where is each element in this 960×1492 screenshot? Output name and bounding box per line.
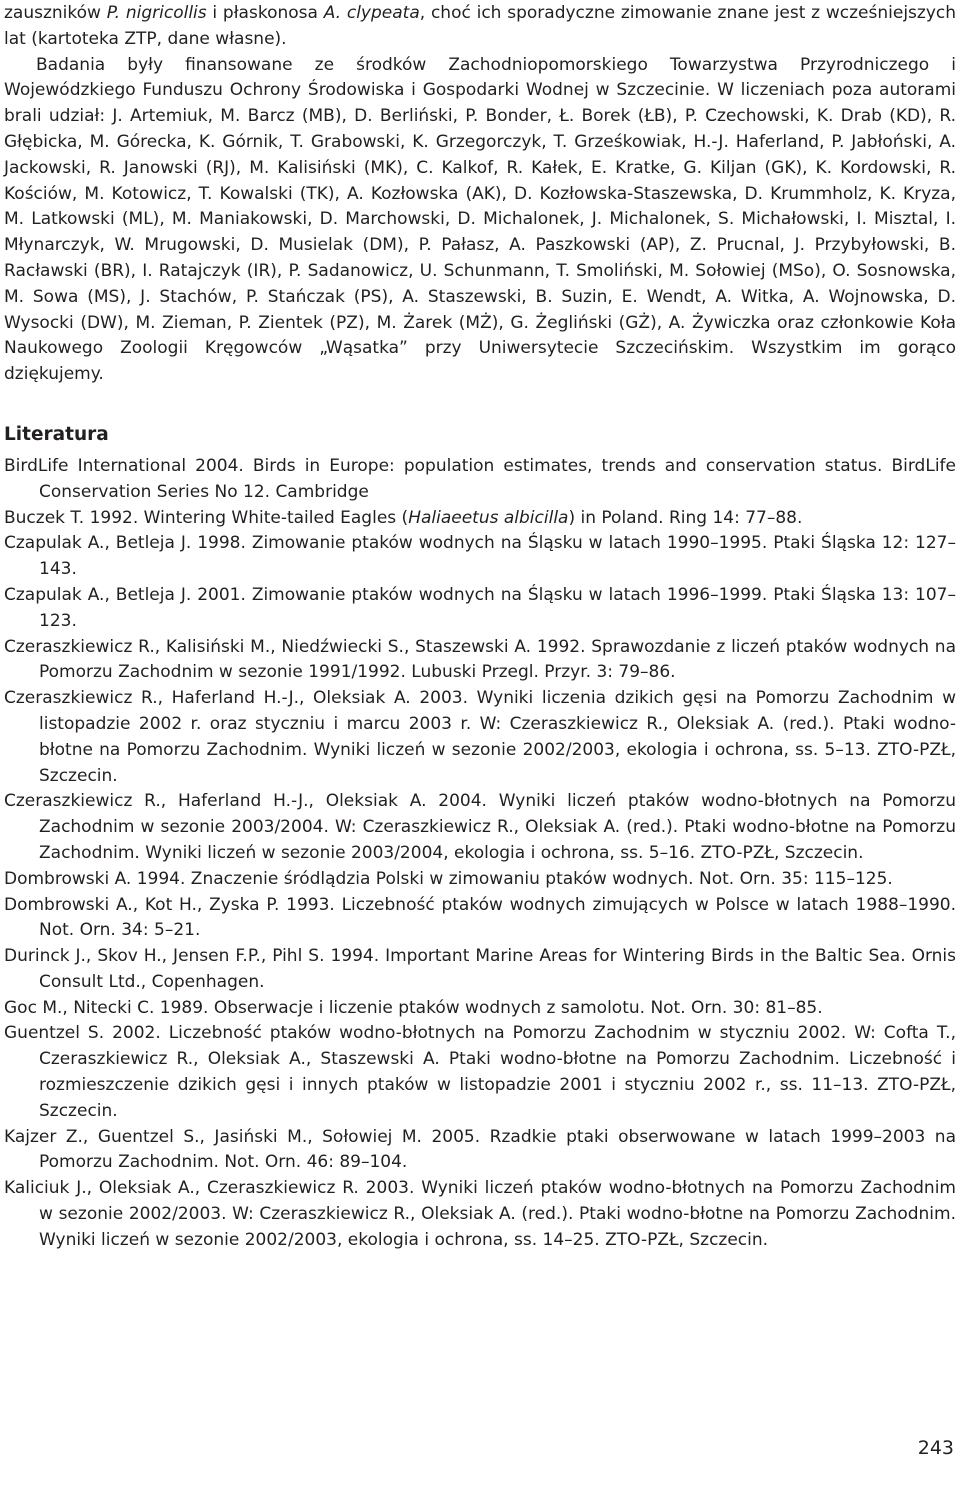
reference-item [4, 1176, 956, 1253]
reference-item [4, 506, 956, 532]
reference-text: Czeraszkiewicz R., Haferland H.-J., Oleksiak A. 2003. Wyniki liczenia dzikich gęsi na Pomorzu Zachodnim w listopadzie 2002 r. oraz styczniu i marcu 2003 r. W: Czeraszkiewicz R., Oleksiak A. (red.). Ptaki wodno-błotne na Pomorzu Zachodnim. Wyniki liczeń w sezonie 2002/2003, ekologia i ochrona, ss. 5–13. ZTO-PZŁ, Szczecin. [4, 688, 956, 786]
reference-text: Dombrowski A., Kot H., Zyska P. 1993. Liczebność ptaków wodnych zimujących w Polsce w latach 1988–1990. Not. Orn. 34: 5–21. [4, 894, 956, 941]
reference-text: Dombrowski A. 1994. Znaczenie śródlądzia Polski w zimowaniu ptaków wodnych. Not. Orn. 35: 115–125. [4, 868, 893, 889]
reference-item [4, 1125, 956, 1177]
reference-text: Czapulak A., Betleja J. 1998. Zimowanie ptaków wodnych na Śląsku w latach 1990–1995. Ptaki Śląska 12: 127–143. [4, 533, 956, 580]
species-name-1: P. nigricollis [106, 3, 207, 23]
reference-text: Kajzer Z., Guentzel S., Jasiński M., Sołowiej M. 2005. Rzadkie ptaki obserwowane w latach 1999–2003 na Pomorzu Zachodnim. Not. Orn. 46: 89–104. [4, 1126, 956, 1173]
species-name-2: A. clypeata [323, 3, 420, 23]
reference-species-italic: Haliaeetus albicilla [408, 507, 569, 528]
reference-item [4, 583, 956, 635]
reference-item [4, 996, 956, 1022]
reference-list [4, 454, 956, 1254]
reference-text: Czapulak A., Betleja J. 2001. Zimowanie ptaków wodnych na Śląsku w latach 1996–1999. Ptaki Śląska 13: 107–123. [4, 584, 956, 631]
paragraph-1-part-b: i płaskonosa [206, 3, 324, 23]
reference-text: BirdLife International 2004. Birds in Europe: population estimates, trends and conservation status. BirdLife Conservation Series No 12. Cambridge [4, 455, 956, 502]
reference-text: Buczek T. 1992. Wintering White-tailed Eagles ( [4, 507, 409, 528]
reference-text: Guentzel S. 2002. Liczebność ptaków wodno-błotnych na Pomorzu Zachodnim w styczniu 2002. W: Cofta T., Czeraszkiewicz R., Oleksiak A., Staszewski A. Ptaki wodno-błotne na Pomorzu Zachodnim. Liczebność i rozmieszczenie dzikich gęsi i innych ptaków w listopadzie 2001 i styczniu 2002 r., ss. 11–13. ZTO-PZŁ, Szczecin. [4, 1023, 956, 1121]
reference-text: Czeraszkiewicz R., Kalisiński M., Niedźwiecki S., Staszewski A. 1992. Sprawozdanie z liczeń ptaków wodnych na Pomorzu Zachodnim w sezonie 1991/1992. Lubuski Przegl. Przyr. 3: 79–86. [4, 636, 956, 683]
reference-text-tail: ) in Poland. Ring 14: 77–88. [568, 507, 803, 528]
page-number: 243 [917, 1437, 954, 1459]
page-content [4, 0, 956, 1254]
paragraph-1-part-c: , choć ich sporadyczne zimowanie znane jest z wcześniejszych lat (kartoteka ZTP, dane własne). [4, 3, 957, 49]
reference-item [4, 893, 956, 945]
body-paragraph-1 [4, 0, 956, 53]
paragraph-1-part-a: zauszników [4, 3, 107, 23]
reference-item [4, 867, 956, 893]
reference-text: Kaliciuk J., Oleksiak A., Czeraszkiewicz R. 2003. Wyniki liczeń ptaków wodno-błotnych na Pomorzu Zachodnim w sezonie 2002/2003. W: Czeraszkiewicz R., Oleksiak A. (red.). Ptaki wodno-błotne na Pomorzu Zachodnim. Wyniki liczeń w sezonie 2002/2003, ekologia i ochrona, ss. 14–25. ZTO-PZŁ, Szczecin. [4, 1178, 956, 1250]
reference-item [4, 1021, 956, 1124]
reference-item [4, 944, 956, 996]
reference-text: Goc M., Nitecki C. 1989. Obserwacje i liczenie ptaków wodnych z samolotu. Not. Orn. 30: 81–85. [4, 997, 823, 1018]
reference-item [4, 454, 956, 506]
reference-item [4, 686, 956, 789]
reference-item [4, 635, 956, 687]
reference-text: Czeraszkiewicz R., Haferland H.-J., Oleksiak A. 2004. Wyniki liczeń ptaków wodno-błotnych na Pomorzu Zachodnim w sezonie 2003/2004. W: Czeraszkiewicz R., Oleksiak A. (red.). Ptaki wodno-błotne na Pomorzu Zachodnim. Wyniki liczeń w sezonie 2003/2004, ekologia i ochrona, ss. 5–16. ZTO-PZŁ, Szczecin. [4, 791, 956, 863]
literature-heading: Literatura [4, 423, 109, 445]
reference-item [4, 789, 956, 866]
reference-item [4, 531, 956, 583]
reference-text: Durinck J., Skov H., Jensen F.P., Pihl S. 1994. Important Marine Areas for Wintering Birds in the Baltic Sea. Ornis Consult Ltd., Copenhagen. [4, 946, 956, 992]
body-paragraph-2: Badania były finansowane ze środków Zachodniopomorskiego Towarzystwa Przyrodniczego i Wojewódzkiego Funduszu Ochrony Środowiska i Gospodarki Wodnej w Szczecinie. W liczeniach poza autorami brali udział: J. Artemiuk, M. Barcz (MB), D. Berliński, P. Bonder, Ł. Borek (ŁB), P. Czechowski, K. Drab (KD), R. Głębicka, M. Górecka, K. Górnik, T. Grabowski, K. Grzegorczyk, T. Grześkowiak, H.-J. Haferland, P. Jabłoński, A. Jackowski, R. Janowski (RJ), M. Kalisiński (MK), C. Kalkof, R. Kałek, E. Kratke, G. Kiljan (GK), K. Kordowski, R. Kościów, M. Kotowicz, T. Kowalski (TK), A. Kozłowska (AK), D. Kozłowska-Staszewska, D. Krummholz, K. Kryza, M. Latkowski (ML), M. Maniakowski, D. Marchowski, D. Michalonek, J. Michalonek, S. Michałowski, I. Misztal, I. Młynarczyk, W. Mrugowski, D. Musielak (DM), P. Pałasz, A. Paszkowski (AP), Z. Prucnal, J. Przybyłowski, B. Racławski (BR), I. Ratajczyk (IR), P. Sadanowicz, U. Schunmann, T. Smoliński, M. Sołowiej (MSo), O. Sosnowska, M. Sowa (MS), J. Stachów, P. Stańczak (PS), A. Staszewski, B. Suzin, E. Wendt, A. Witka, A. Wojnowska, D. Wysocki (DW), M. Zieman, P. Zientek (PZ), M. Żarek (MŻ), G. Żegliński (GŻ), A. Żywiczka oraz członkowie Koła Naukowego Zoologii Kręgowców „Wąsatka” przy Uniwersytecie Szczecińskim. Wszystkim im gorąco dziękujemy. [4, 54, 956, 385]
